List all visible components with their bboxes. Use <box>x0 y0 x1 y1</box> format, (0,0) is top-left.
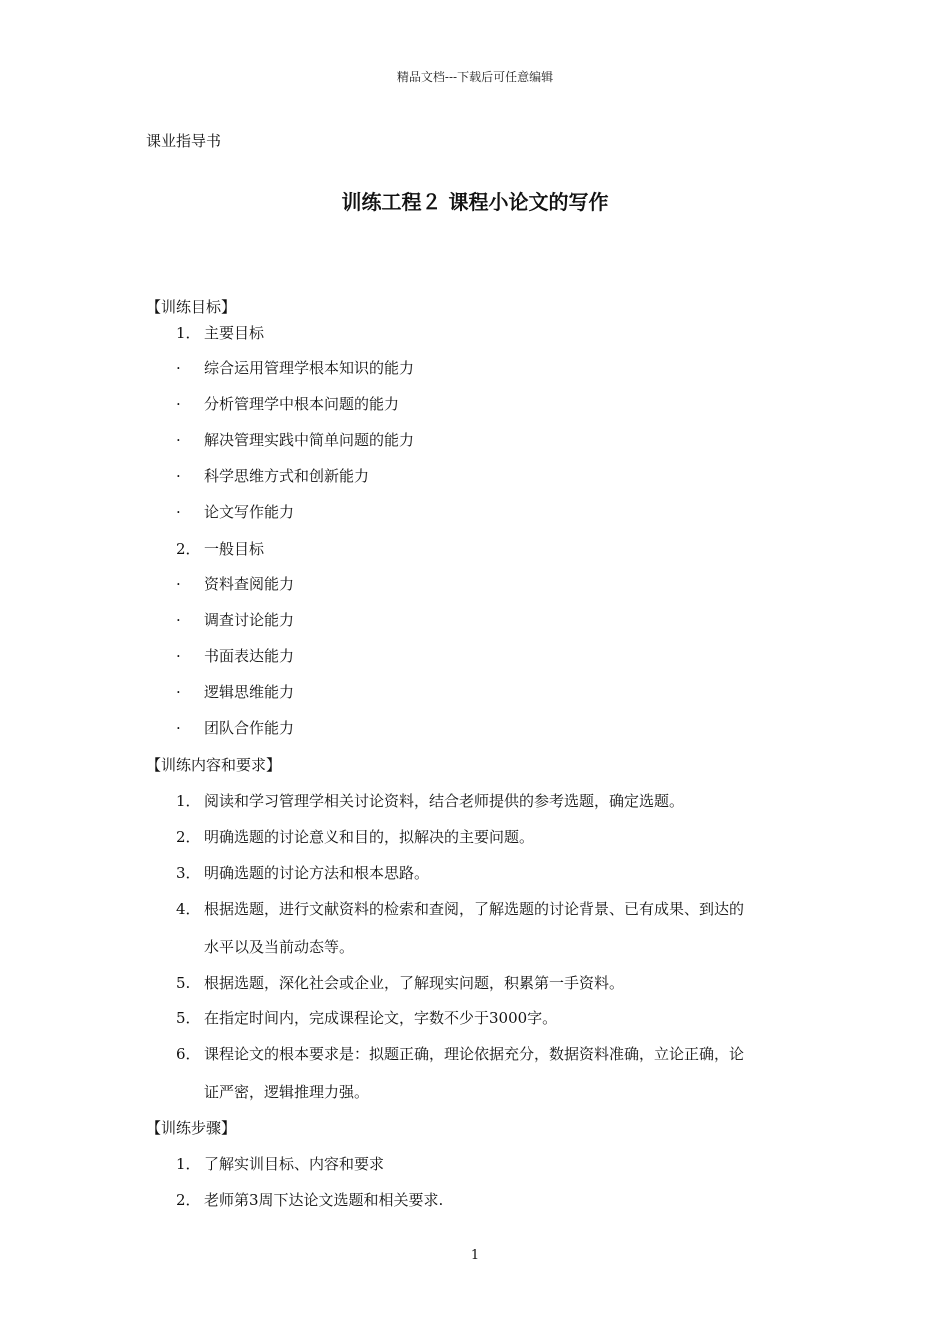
list-number: 3． <box>176 864 201 882</box>
list-item: 5． 在指定时间内，完成课程论文，字数不少于3000字。 <box>176 1009 558 1027</box>
bullet: · <box>176 575 181 593</box>
list-label: 一般目标 <box>204 540 265 558</box>
document-type: 课业指导书 <box>146 132 222 150</box>
list-item: · 团队合作能力 <box>176 719 295 737</box>
list-number: 1． <box>176 324 201 342</box>
list-number: 5. <box>176 974 191 992</box>
bullet: · <box>176 611 181 629</box>
list-item: · 分析管理学中根本问题的能力 <box>176 395 400 413</box>
list-number: 2． <box>176 540 201 558</box>
list-item: 1． 阅读和学习管理学相关讨论资料，结合老师提供的参考选题，确定选题。 <box>176 792 685 810</box>
goal-group-main <box>176 322 264 343</box>
list-item: · 书面表达能力 <box>176 647 295 665</box>
list-item-continuation: 水平以及当前动态等。 <box>204 938 355 956</box>
bullet: · <box>176 683 181 701</box>
page-title: 训练工程２ 课程小论文的写作 <box>341 190 609 214</box>
section-heading-goals: 【训练目标】 <box>146 298 237 316</box>
section-heading-content: 【训练内容和要求】 <box>146 756 282 774</box>
list-number: 1． <box>176 792 201 810</box>
list-item: 2． 明确选题的讨论意义和目的，拟解决的主要问题。 <box>176 828 535 846</box>
list-item: · 综合运用管理学根本知识的能力 <box>176 359 415 377</box>
list-number: 5． <box>176 1009 201 1027</box>
list-item: · 调查讨论能力 <box>176 611 295 629</box>
bullet: · <box>176 395 181 413</box>
bullet: · <box>176 503 181 521</box>
list-item: · 科学思维方式和创新能力 <box>176 467 370 485</box>
list-number: 6． <box>176 1045 201 1063</box>
list-number: 2． <box>176 1191 201 1209</box>
list-item: 6． 课程论文的根本要求是：拟题正确，理论依据充分，数据资料准确，立论正确，论 <box>176 1045 745 1063</box>
list-item-continuation: 证严密，逻辑推理力强。 <box>204 1083 370 1101</box>
list-item: 3． 明确选题的讨论方法和根本思路。 <box>176 864 430 882</box>
list-label: 主要目标 <box>204 324 265 342</box>
page-number: 1 <box>470 1248 480 1263</box>
list-item: 5.根据选题，深化社会或企业，了解现实问题，积累第一手资料。 <box>176 974 625 992</box>
list-item: 1． 了解实训目标、内容和要求 <box>176 1155 385 1173</box>
list-item: 2． 老师第3周下达论文选题和相关要求. <box>176 1191 444 1209</box>
section-heading-steps: 【训练步骤】 <box>146 1119 237 1137</box>
bullet: · <box>176 431 181 449</box>
page-header: 精品文档---下载后可任意编辑 <box>396 70 554 84</box>
list-item: 4． 根据选题，进行文献资料的检索和查阅，了解选题的讨论背景、已有成果、到达的 <box>176 900 745 918</box>
list-item: · 解决管理实践中简单问题的能力 <box>176 431 415 449</box>
goal-group-general <box>176 538 264 559</box>
bullet: · <box>176 719 181 737</box>
list-number: 4． <box>176 900 201 918</box>
list-number: 1． <box>176 1155 201 1173</box>
list-item: · 论文写作能力 <box>176 503 295 521</box>
bullet: · <box>176 467 181 485</box>
list-item: · 资料查阅能力 <box>176 575 295 593</box>
bullet: · <box>176 647 181 665</box>
list-number: 2． <box>176 828 201 846</box>
bullet: · <box>176 359 181 377</box>
list-item: · 逻辑思维能力 <box>176 683 295 701</box>
